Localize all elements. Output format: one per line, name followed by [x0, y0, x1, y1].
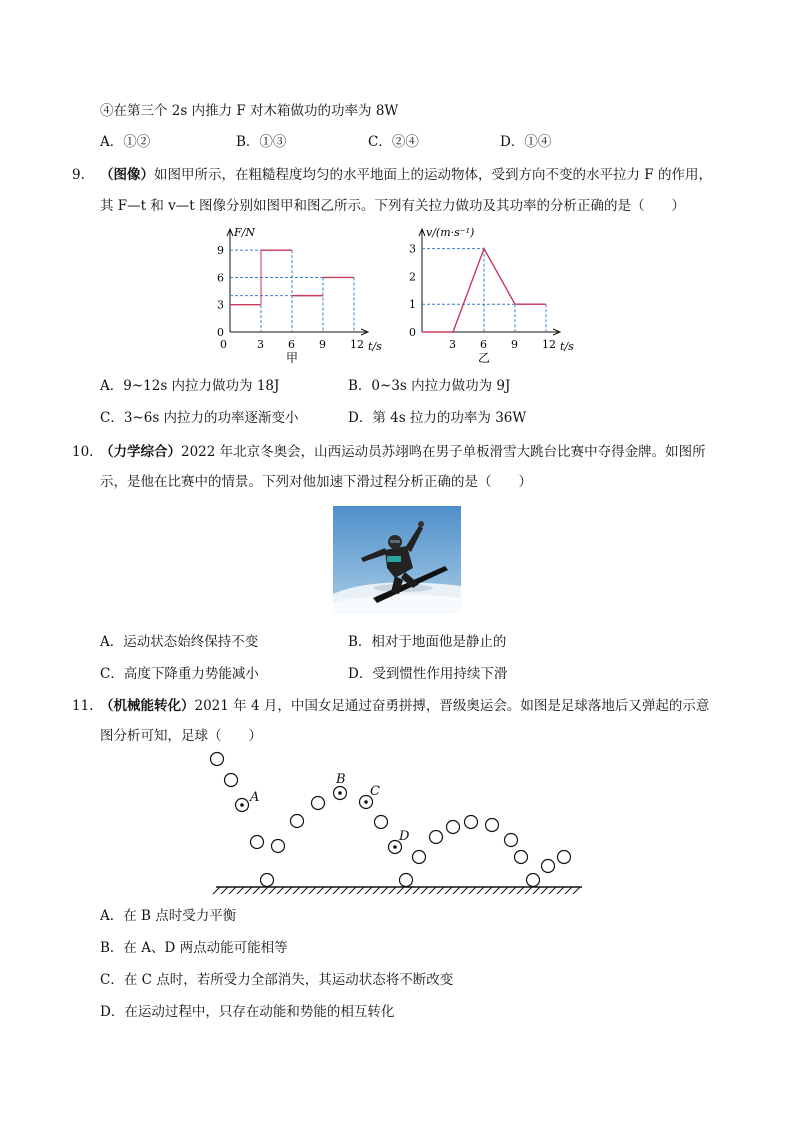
- label-b: B: [336, 772, 346, 787]
- ground-hatch: [333, 887, 340, 894]
- y-tick-label: 9: [217, 244, 224, 258]
- ground-hatch: [261, 887, 268, 894]
- label-d: D: [399, 829, 410, 844]
- ground-hatch: [429, 887, 436, 894]
- ball: [225, 774, 238, 787]
- ball: [542, 860, 555, 873]
- snowboarder-photo: [333, 506, 461, 614]
- y-axis-label: v/(m·s⁻¹): [426, 226, 475, 239]
- ground-hatch: [469, 887, 476, 894]
- y-tick-label: 0: [217, 326, 224, 339]
- x-tick-label: 12: [542, 338, 556, 351]
- prev-option-c: C．②④: [368, 134, 419, 150]
- q9-text-1: 如图甲所示，在粗糙程度均匀的水平地面上的运动物体，受到方向不变的水平拉力 F 的作用，: [154, 167, 712, 183]
- y-tick-label: 2: [409, 270, 416, 284]
- ball: [312, 797, 325, 810]
- ground-hatch: [325, 887, 332, 894]
- y-axis-label: F/N: [234, 226, 255, 239]
- x-axis-label: t/s: [560, 340, 574, 353]
- ground-hatch: [349, 887, 356, 894]
- ground-hatch: [237, 887, 244, 894]
- q11-text-1: 2021 年 4 月，中国女足通过奋勇拼搏，晋级奥运会。如图是足球落地后又弹起的示意: [194, 698, 710, 714]
- q9-stem-line1: [100, 165, 712, 185]
- ball: [291, 815, 304, 828]
- ground-hatch: [365, 887, 372, 894]
- q9-option-a: A．9~12s 内拉力做功为 18J: [100, 378, 280, 394]
- chart-caption: 乙: [478, 351, 491, 364]
- label-a: A: [250, 790, 260, 805]
- chart-f-t: [208, 222, 392, 364]
- ground-hatch: [549, 887, 556, 894]
- q11-option-b: B．在 A、D 两点动能可能相等: [100, 940, 288, 956]
- x-tick-label: 3: [257, 338, 264, 351]
- q11-option-d: D．在运动过程中，只存在动能和势能的相互转化: [100, 1004, 395, 1020]
- ball: [430, 831, 443, 844]
- ground-hatch: [565, 887, 572, 894]
- ball: [211, 753, 224, 766]
- ground-hatch: [285, 887, 292, 894]
- ground-hatch: [373, 887, 380, 894]
- x-tick-label: 9: [319, 338, 326, 351]
- q11-option-a: A．在 B 点时受力平衡: [100, 908, 237, 924]
- ground-hatch: [277, 887, 284, 894]
- ground-hatch: [229, 887, 236, 894]
- y-tick-label: 3: [409, 242, 416, 256]
- label-c: C: [370, 784, 380, 799]
- x-tick-label: 6: [288, 338, 295, 351]
- prev-option-a: A．①②: [100, 134, 151, 150]
- statement-4: ④在第三个 2s 内推力 F 对木箱做功的功率为 8W: [100, 103, 399, 119]
- ground-hatch: [245, 887, 252, 894]
- q11-stem-line2: 图分析可知，足球（ ）: [100, 728, 262, 744]
- ground-hatch: [445, 887, 452, 894]
- q11-tag: （机械能转化）: [100, 698, 195, 714]
- q9-option-d: D．第 4s 拉力的功率为 36W: [348, 410, 527, 426]
- ball: [375, 816, 388, 829]
- ground-hatch: [405, 887, 412, 894]
- ground-hatch: [437, 887, 444, 894]
- ground-hatch: [413, 887, 420, 894]
- ball: [251, 836, 264, 849]
- ground-hatch: [573, 887, 580, 894]
- q10-option-d: D．受到惯性作用持续下滑: [348, 666, 508, 682]
- ball: [515, 851, 528, 864]
- ground-hatch: [509, 887, 516, 894]
- ground-hatch: [501, 887, 508, 894]
- ground-hatch: [461, 887, 468, 894]
- prev-option-d: D．①④: [500, 134, 552, 150]
- ground-hatch: [317, 887, 324, 894]
- ball: [527, 874, 540, 887]
- q10-option-b: B．相对于地面他是静止的: [348, 634, 507, 650]
- q10-tag: （力学综合）: [100, 444, 181, 460]
- q10-stem-line2: 示，是他在比赛中的情景。下列对他加速下滑过程分析正确的是（ ）: [100, 474, 532, 490]
- ground-hatch: [213, 887, 220, 894]
- ground-hatch: [269, 887, 276, 894]
- ground-hatch: [221, 887, 228, 894]
- x-tick-label: 6: [480, 338, 487, 351]
- ground-hatch: [421, 887, 428, 894]
- y-tick-label: 0: [409, 326, 416, 339]
- ground-hatch: [309, 887, 316, 894]
- y-tick-label: 3: [217, 298, 224, 312]
- q10-text-1: 2022 年北京冬奥会，山西运动员苏翊鸣在男子单板滑雪大跳台比赛中夺得金牌。如图所: [181, 444, 706, 460]
- x-tick-label: 12: [350, 338, 364, 351]
- q10-stem-line1: [100, 442, 706, 462]
- y-tick-label: 6: [217, 271, 224, 285]
- q9-option-b: B．0~3s 内拉力做功为 9J: [348, 378, 511, 394]
- q10-number: 10.: [72, 444, 94, 460]
- ball: [486, 819, 499, 832]
- x-tick-label: 0: [220, 338, 227, 351]
- ground-hatch: [477, 887, 484, 894]
- q9-number: 9.: [72, 167, 85, 183]
- ground-hatch: [517, 887, 524, 894]
- ground-hatch: [557, 887, 564, 894]
- x-axis-label: t/s: [368, 340, 382, 353]
- x-tick-label: 3: [449, 338, 456, 351]
- ground-hatch: [381, 887, 388, 894]
- ground-hatch: [493, 887, 500, 894]
- ball: [400, 874, 413, 887]
- ball: [413, 851, 426, 864]
- ground-hatch: [533, 887, 540, 894]
- ground-hatch: [357, 887, 364, 894]
- ball: [505, 834, 518, 847]
- ground-hatch: [485, 887, 492, 894]
- q9-option-c: C．3~6s 内拉力的功率逐渐变小: [100, 410, 299, 426]
- ball: [272, 840, 285, 853]
- ground-hatch: [341, 887, 348, 894]
- ball-bounce-figure: [200, 748, 600, 898]
- chart-caption: 甲: [286, 351, 299, 364]
- ground-hatch: [389, 887, 396, 894]
- ball: [261, 874, 274, 887]
- q9-tag: （图像）: [100, 167, 154, 183]
- ground-hatch: [397, 887, 404, 894]
- ground-hatch: [293, 887, 300, 894]
- q11-option-c: C．在 C 点时，若所受力全部消失，其运动状态将不断改变: [100, 972, 454, 988]
- chart-v-t: [400, 222, 584, 364]
- ground-hatch: [253, 887, 260, 894]
- q10-option-a: A．运动状态始终保持不变: [100, 634, 259, 650]
- q11-number: 11.: [72, 698, 94, 714]
- prev-option-b: B．①③: [236, 134, 287, 150]
- y-tick-label: 1: [409, 298, 416, 312]
- q9-stem-line2: 其 F—t 和 v—t 图像分别如图甲和图乙所示。下列有关拉力做功及其功率的分析正确的是（ ）: [100, 198, 686, 214]
- ground-hatch: [525, 887, 532, 894]
- ground-hatch: [453, 887, 460, 894]
- q10-option-c: C．高度下降重力势能减小: [100, 666, 259, 682]
- ball: [447, 821, 460, 834]
- q11-stem-line1: [100, 696, 709, 716]
- ball: [558, 851, 571, 864]
- x-tick-label: 9: [511, 338, 518, 351]
- ground-hatch: [301, 887, 308, 894]
- ball: [465, 816, 478, 829]
- ground-hatch: [541, 887, 548, 894]
